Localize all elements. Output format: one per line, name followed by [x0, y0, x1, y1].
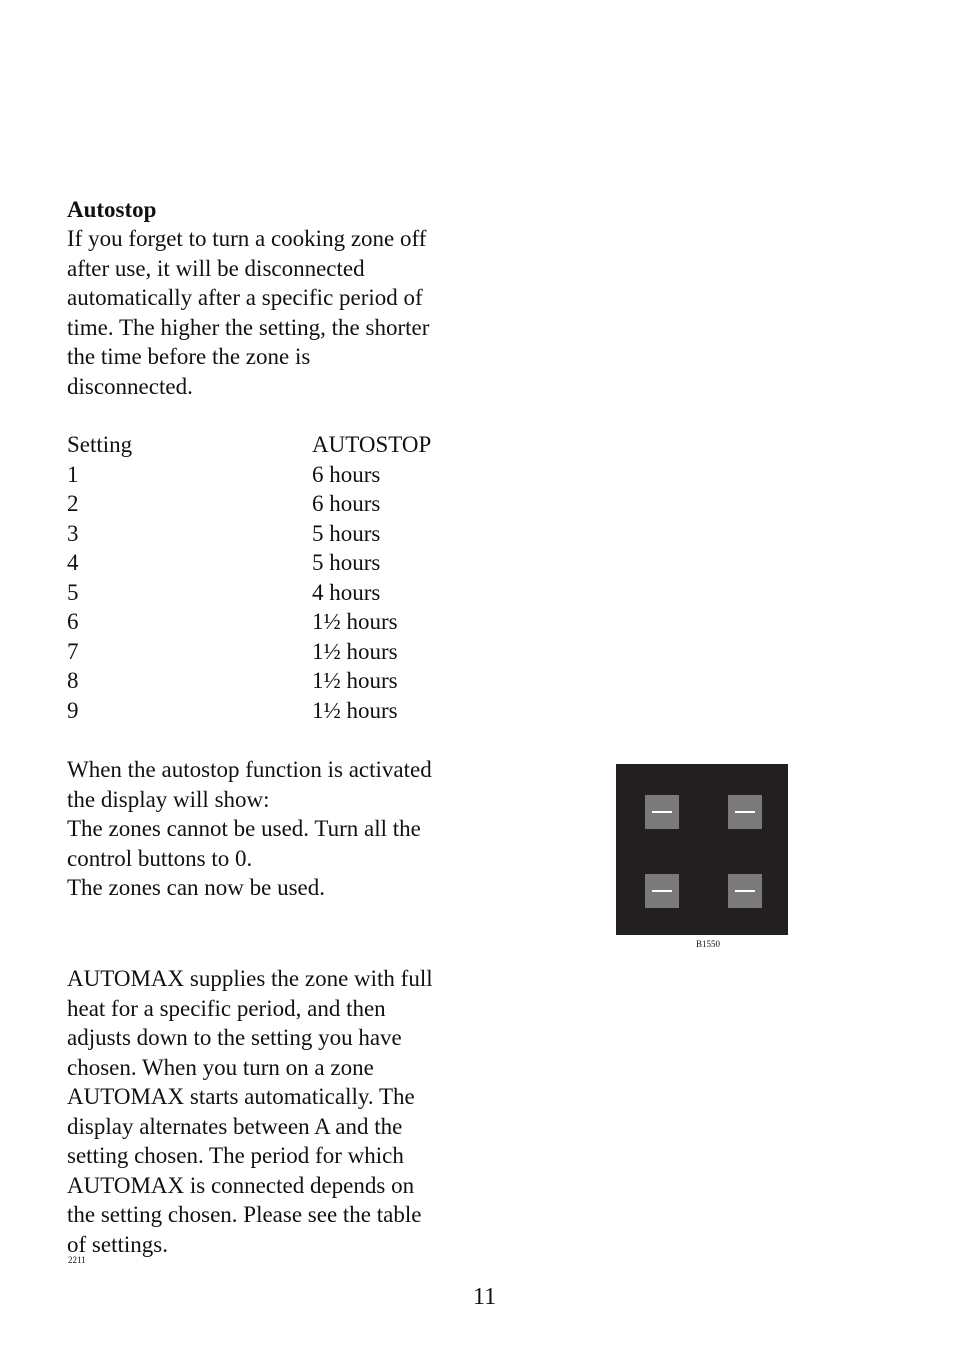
intro-line: automatically after a specific period of	[67, 285, 423, 310]
autostop-display-paragraph	[67, 755, 432, 903]
setting-cell: 3	[67, 520, 79, 546]
header-autostop: AUTOSTOP	[312, 432, 432, 457]
setting-cell: 4	[67, 550, 79, 575]
dash-segment-icon	[728, 795, 762, 829]
autostop-cell: 1½ hours	[312, 638, 398, 664]
paragraph-line: display alternates between A and the	[67, 1113, 403, 1139]
intro-line: If you forget to turn a cooking zone off	[67, 226, 427, 251]
dash-segment-icon	[645, 874, 679, 908]
autostop-cell: 5 hours	[312, 550, 381, 575]
document-code: 2211	[68, 1255, 86, 1265]
paragraph-line: AUTOMAX supplies the zone with full	[67, 966, 433, 991]
setting-cell: 6	[67, 609, 79, 634]
paragraph-line: adjusts down to the setting you have	[67, 1025, 402, 1050]
autostop-cell: 1½ hours	[312, 697, 398, 723]
automax-paragraph	[67, 964, 433, 1259]
section-heading: Autostop	[67, 197, 157, 222]
dash-segment-icon	[728, 874, 762, 908]
paragraph-line: AUTOMAX starts automatically. The	[67, 1084, 415, 1109]
paragraph-line: The zones can now be used.	[67, 875, 326, 900]
paragraph-line: heat for a specific period, and then	[67, 995, 386, 1021]
autostop-cell: 5 hours	[312, 520, 381, 546]
intro-line: the time before the zone is	[67, 344, 311, 369]
setting-cell: 9	[67, 697, 79, 723]
autostop-cell: 6 hours	[312, 491, 381, 516]
autostop-cell: 6 hours	[312, 461, 381, 487]
header-setting: Setting	[67, 432, 133, 457]
intro-line: after use, it will be disconnected	[67, 255, 365, 281]
display-panel-figure	[616, 764, 788, 935]
paragraph-line: the setting chosen. Please see the table	[67, 1202, 422, 1227]
paragraph-line: of settings.	[67, 1231, 168, 1257]
setting-cell: 7	[67, 638, 79, 664]
dash-segment-icon	[645, 795, 679, 829]
paragraph-line: AUTOMAX is connected depends on	[67, 1172, 415, 1198]
setting-cell: 2	[67, 491, 79, 516]
setting-cell: 1	[67, 461, 79, 487]
intro-line: time. The higher the setting, the shorter	[67, 314, 430, 340]
autostop-cell: 1½ hours	[312, 668, 398, 693]
paragraph-line: control buttons to 0.	[67, 845, 253, 871]
figure-code: B1550	[696, 939, 721, 949]
autostop-cell: 1½ hours	[312, 609, 398, 634]
paragraph-line: setting chosen. The period for which	[67, 1143, 404, 1168]
paragraph-line: chosen. When you turn on a zone	[67, 1054, 374, 1080]
setting-cell: 5	[67, 579, 79, 605]
setting-cell: 8	[67, 668, 79, 693]
paragraph-line: the display will show:	[67, 786, 270, 812]
intro-paragraph	[67, 224, 429, 401]
paragraph-line: When the autostop function is activated	[67, 757, 432, 782]
autostop-cell: 4 hours	[312, 579, 381, 605]
intro-line: disconnected.	[67, 373, 193, 399]
paragraph-line: The zones cannot be used. Turn all the	[67, 816, 421, 841]
page-number: 11	[473, 1284, 497, 1310]
